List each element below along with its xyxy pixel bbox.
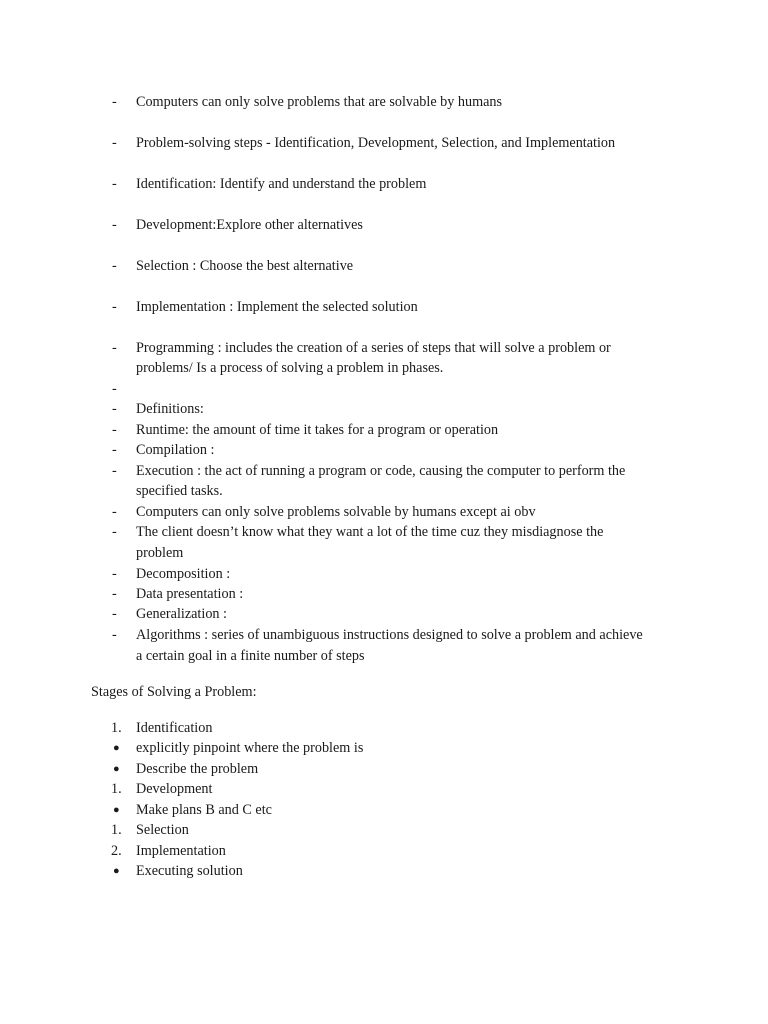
- number-marker: 1.: [111, 781, 122, 797]
- list-item-text: The client doesn’t know what they want a lot of the time cuz they misdiagnose the: [136, 524, 604, 540]
- dash-marker: -: [112, 566, 117, 582]
- dash-marker: -: [112, 586, 117, 602]
- number-marker: 2.: [111, 843, 122, 859]
- dash-marker: -: [112, 463, 117, 479]
- stage-item: [0, 759, 768, 780]
- list-item-empty: [0, 379, 768, 400]
- dash-marker: -: [112, 442, 117, 458]
- section-heading: [0, 682, 768, 703]
- list-item-text: Selection : Choose the best alternative: [136, 258, 354, 274]
- stage-text: Executing solution: [136, 863, 243, 879]
- stage-text: Make plans B and C etc: [136, 802, 272, 818]
- list-item: [0, 502, 768, 523]
- number-marker: 1.: [111, 822, 122, 838]
- list-item-text: Development:Explore other alternatives: [136, 217, 363, 233]
- list-item: [0, 399, 768, 420]
- list-item-text: Execution : the act of running a program or code, causing the computer to perform the: [136, 463, 626, 479]
- list-item-text: Compilation :: [136, 442, 215, 458]
- stage-text: Describe the problem: [136, 761, 259, 777]
- list-item-text: Decomposition :: [136, 566, 231, 582]
- stage-item: [0, 718, 768, 739]
- dash-marker: -: [112, 422, 117, 438]
- stage-text: Implementation: [136, 843, 226, 859]
- stage-text: Selection: [136, 822, 189, 838]
- stages-heading: Stages of Solving a Problem:: [91, 684, 257, 700]
- bullet-marker: ●: [113, 742, 120, 754]
- dash-marker: -: [112, 340, 117, 356]
- dash-marker: -: [112, 217, 117, 233]
- list-item: [0, 133, 768, 154]
- stage-text: Identification: [136, 720, 213, 736]
- dash-marker: -: [112, 176, 117, 192]
- stage-item: [0, 861, 768, 882]
- list-item: [0, 92, 768, 113]
- list-item-text: a certain goal in a finite number of steps: [136, 648, 365, 664]
- list-item: [0, 440, 768, 461]
- list-item-text: Definitions:: [136, 401, 204, 417]
- list-item-text: problems/ Is a process of solving a problem in phases.: [136, 360, 444, 376]
- list-item-continuation: [0, 358, 768, 379]
- list-item-text: Programming : includes the creation of a series of steps that will solve a problem or: [136, 340, 611, 356]
- list-item: [0, 338, 768, 359]
- list-item-text: Runtime: the amount of time it takes for a program or operation: [136, 422, 499, 438]
- list-item-text: Data presentation :: [136, 586, 244, 602]
- list-item: [0, 297, 768, 318]
- dash-marker: -: [112, 94, 117, 110]
- stage-text: Development: [136, 781, 213, 797]
- dash-marker: -: [112, 135, 117, 151]
- stage-item: [0, 779, 768, 800]
- list-item-continuation: [0, 646, 768, 667]
- list-item: [0, 604, 768, 625]
- bullet-marker: ●: [113, 865, 120, 877]
- list-item: [0, 522, 768, 543]
- stage-text: explicitly pinpoint where the problem is: [136, 740, 364, 756]
- list-item: [0, 174, 768, 195]
- dash-marker: -: [112, 627, 117, 643]
- list-item: [0, 564, 768, 585]
- dash-marker: -: [112, 524, 117, 540]
- list-item-text: problem: [136, 545, 184, 561]
- list-item: [0, 215, 768, 236]
- bullet-marker: ●: [113, 804, 120, 816]
- bullet-marker: ●: [113, 763, 120, 775]
- number-marker: 1.: [111, 720, 122, 736]
- dash-marker: -: [112, 606, 117, 622]
- list-item: [0, 625, 768, 646]
- dash-marker: -: [112, 381, 117, 397]
- list-item-text: specified tasks.: [136, 483, 223, 499]
- list-item: [0, 256, 768, 277]
- dash-marker: -: [112, 258, 117, 274]
- list-item-text: Identification: Identify and understand the problem: [136, 176, 427, 192]
- stage-item: [0, 820, 768, 841]
- list-item: [0, 584, 768, 605]
- list-item-text: Computers can only solve problems solvable by humans except ai obv: [136, 504, 536, 520]
- dash-marker: -: [112, 504, 117, 520]
- dash-marker: -: [112, 401, 117, 417]
- list-item: [0, 420, 768, 441]
- list-item-text: Algorithms : series of unambiguous instructions designed to solve a problem and achieve: [136, 627, 643, 643]
- list-item-text: Implementation : Implement the selected solution: [136, 299, 418, 315]
- list-item-text: Computers can only solve problems that are solvable by humans: [136, 94, 503, 110]
- list-item-text: Generalization :: [136, 606, 227, 622]
- stage-item: [0, 800, 768, 821]
- list-item-continuation: [0, 543, 768, 564]
- list-item-text: Problem-solving steps - Identification, Development, Selection, and Implementation: [136, 135, 616, 151]
- dash-marker: -: [112, 299, 117, 315]
- stage-item: [0, 738, 768, 759]
- stage-item: [0, 841, 768, 862]
- list-item: [0, 461, 768, 482]
- list-item-continuation: [0, 481, 768, 502]
